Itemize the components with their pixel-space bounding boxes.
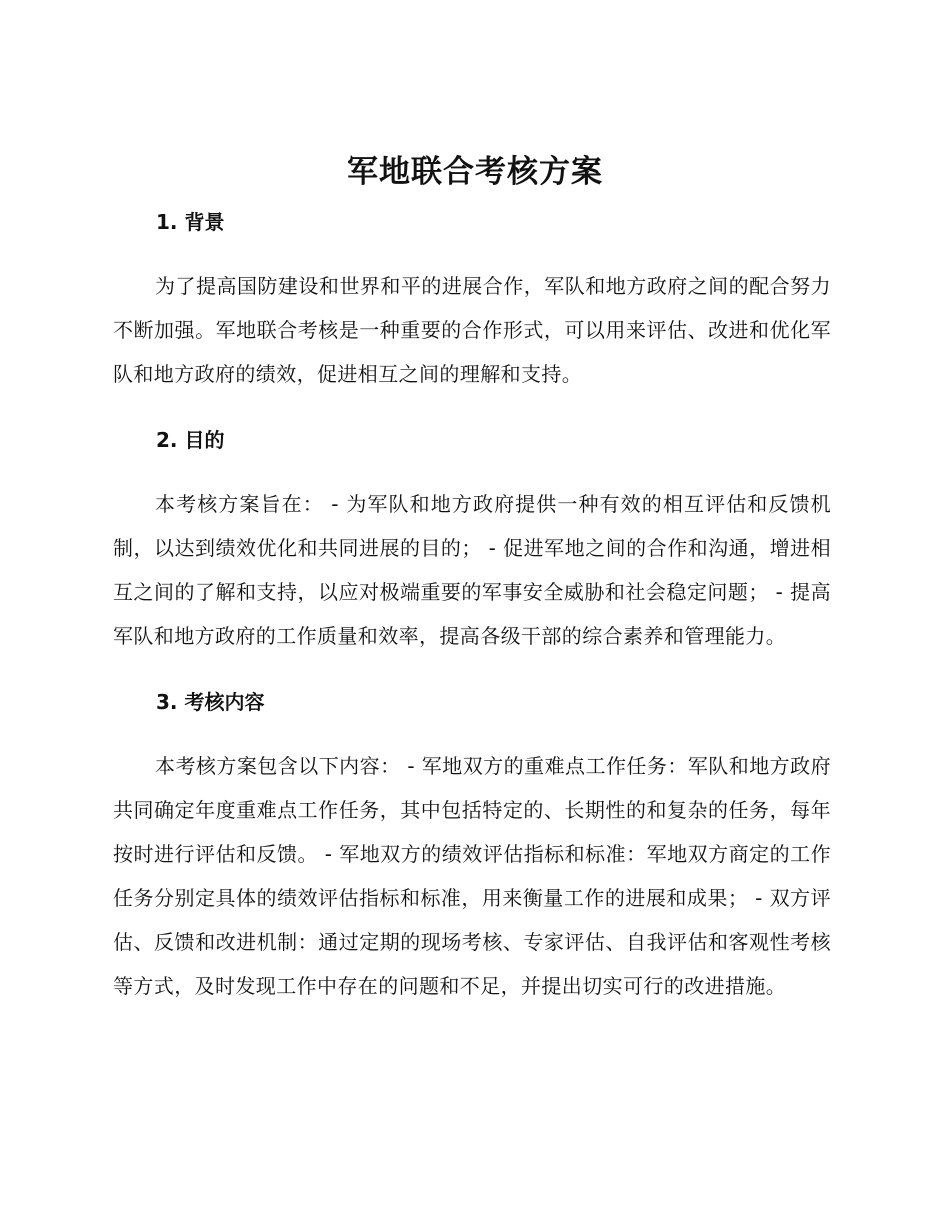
section-heading: 2. 目的 [156,428,225,452]
section-paragraph: 本考核方案包含以下内容： - 军地双方的重难点工作任务：军队和地方政府共同确定年度重难点工作任务，其中包括特定的、长期性的和复杂的任务，每年按时进行评估和反馈。 - 军地双方的绩效评估指标和标准：军地双方商定的工作任务分别定具体的绩效评估指标和标准，用来衡量工作的进展和成果； - 双方评估、反馈和改进机制：通过定期的现场考核、专家评估、自我评估和客观性考核等方式，及时发现工作中存在的问题和不足，并提出切实可行的改进措施。 [113,754,831,998]
section-paragraph: 本考核方案旨在： - 为军队和地方政府提供一种有效的相互评估和反馈机制，以达到绩效优化和共同进展的目的； - 促进军地之间的合作和沟通，增进相互之间的了解和支持，以应对极端重要的军事安全威胁和社会稳定问题； - 提高军队和地方政府的工作质量和效率，提高各级干部的综合素养和管理能力。 [113,492,831,648]
document-content [113,202,831,1032]
section-purpose [113,420,831,658]
section-heading: 3. 考核内容 [156,690,265,714]
section-background [113,202,831,396]
section-heading: 1. 背景 [156,210,225,234]
section-paragraph: 为了提高国防建设和世界和平的进展合作，军队和地方政府之间的配合努力不断加强。军地联合考核是一种重要的合作形式，可以用来评估、改进和优化军队和地方政府的绩效，促进相互之间的理解和支持。 [113,274,831,386]
section-assessment-content [113,682,831,1008]
document-title: 军地联合考核方案 [347,154,603,190]
